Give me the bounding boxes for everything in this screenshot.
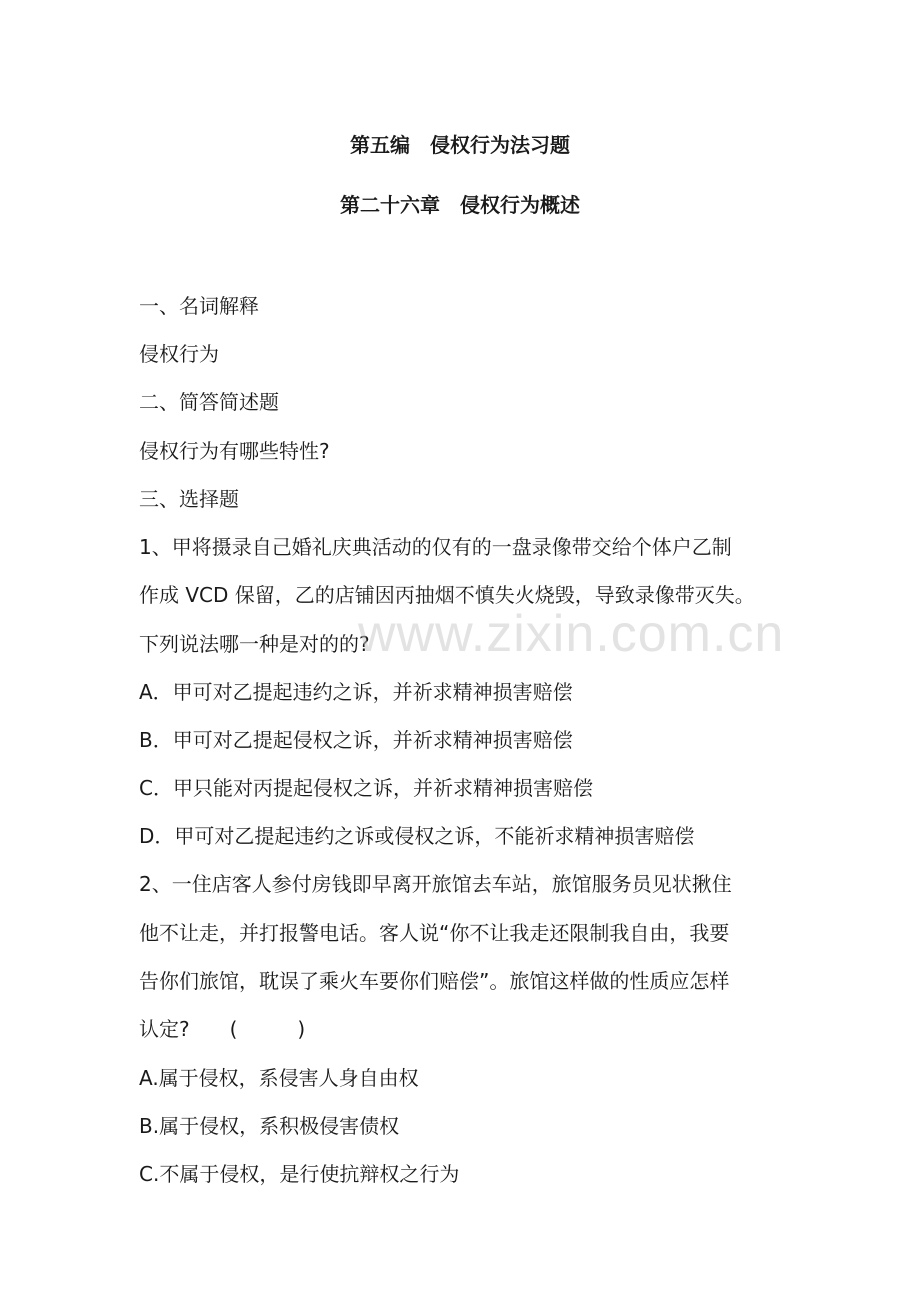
question-2-option-c: C.不属于侵权，是行使抗辩权之行为 <box>139 1162 460 1186</box>
question-2-line-2: 他不让走，并打报警电话。客人说“你不让我走还限制我自由，我要 <box>139 921 730 945</box>
term-text: 侵权行为 <box>139 342 219 366</box>
question-2-line-3: 告你们旅馆，耽误了乘火车要你们赔偿”。旅馆这样做的性质应怎样 <box>139 969 730 993</box>
question-2-line-1: 2、一住店客人参付房钱即早离开旅馆去车站，旅馆服务员见状揪住 <box>139 872 732 896</box>
short-answer-question: 侵权行为有哪些特性? <box>139 439 330 463</box>
section-heading-definitions: 一、名词解释 <box>139 294 259 318</box>
question-1-line-2: 作成 VCD 保留，乙的店铺因丙抽烟不慎失火烧毁，导致录像带灭失。 <box>139 583 755 607</box>
question-1-option-c: C．甲只能对丙提起侵权之诉，并祈求精神损害赔偿 <box>139 776 593 800</box>
question-1-option-d: D．甲可对乙提起违约之诉或侵权之诉，不能祈求精神损害赔偿 <box>139 824 695 848</box>
question-2-option-b: B.属于侵权，系积极侵害债权 <box>139 1114 400 1138</box>
watermark-text: www.zixin.com.cn <box>358 605 785 663</box>
section-heading-short-answer: 二、简答简述题 <box>139 390 279 414</box>
question-1-line-3: 下列说法哪一种是对的的? <box>139 632 370 656</box>
chapter-title: 第二十六章 侵权行为概述 <box>340 193 580 217</box>
question-1-line-1: 1、甲将摄录自己婚礼庆典活动的仅有的一盘录像带交给个体户乙制 <box>139 535 732 559</box>
question-1-option-a: A．甲可对乙提起违约之诉，并祈求精神损害赔偿 <box>139 680 573 704</box>
section-heading-choice: 三、选择题 <box>139 487 239 511</box>
part-title: 第五编 侵权行为法习题 <box>350 133 570 157</box>
question-2-option-a: A.属于侵权，系侵害人身自由权 <box>139 1066 419 1090</box>
question-2-line-4: 认定? ( ) <box>139 1017 306 1041</box>
question-1-option-b: B．甲可对乙提起侵权之诉，并祈求精神损害赔偿 <box>139 728 573 752</box>
